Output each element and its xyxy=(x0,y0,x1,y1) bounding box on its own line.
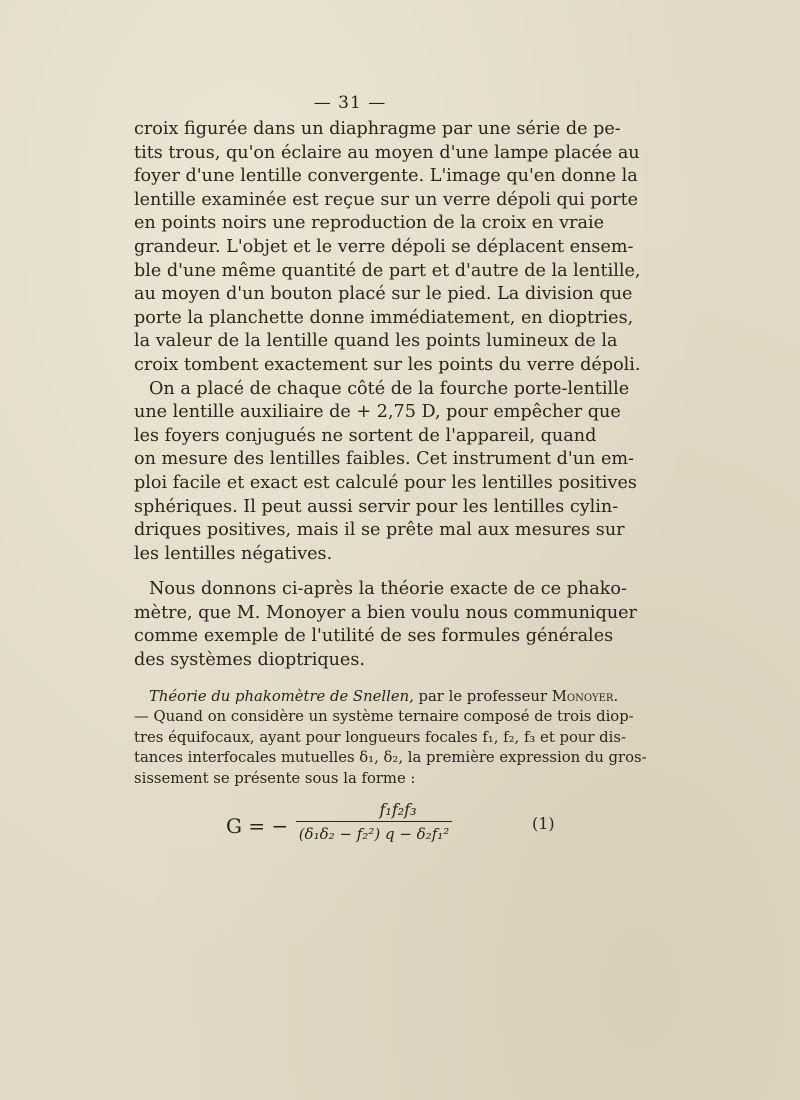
text-line: en points noirs une reproduction de la croix en vraie xyxy=(134,213,605,234)
text-line: On a placé de chaque côté de la fourche porte-lentille xyxy=(149,378,630,399)
text-line: lentille examinée est reçue sur un verre dépoli qui porte xyxy=(134,189,639,210)
text-line: au moyen d'un bouton placé sur le pied. La division que xyxy=(134,284,633,305)
text-line: tances interfocales mutuelles δ₁, δ₂, la première expression du gros- xyxy=(134,749,647,767)
text-line: des systèmes dioptriques. xyxy=(134,650,365,671)
theory-author: Monoyer. xyxy=(551,688,619,705)
equation-number: (1) xyxy=(532,814,555,833)
paragraph-gap xyxy=(134,566,582,578)
page-number: — 31 — xyxy=(313,93,387,113)
fraction-bar xyxy=(296,821,452,822)
text-line: driques positives, mais il se prête mal aux mesures sur xyxy=(134,520,625,541)
text-line: on mesure des lentilles faibles. Cet instrument d'un em- xyxy=(134,449,634,470)
text-line: croix tombent exactement sur les points du verre dépoli. xyxy=(134,354,641,375)
theory-heading-line xyxy=(134,687,619,707)
equation-denominator: (δ₁δ₂ − f₂²) q − δ₂f₁² xyxy=(298,825,450,843)
text-line: — Quand on considère un système ternaire composé de trois diop- xyxy=(134,708,634,726)
theory-section xyxy=(134,687,647,789)
text-line: Nous donnons ci-après la théorie exacte de ce phako- xyxy=(149,579,627,600)
text-line: croix figurée dans un diaphragme par une série de pe- xyxy=(134,119,621,139)
text-line: comme exemple de l'utilité de ses formules générales xyxy=(134,626,614,647)
equation-fraction xyxy=(296,800,452,844)
equation xyxy=(226,800,586,850)
text-line: ble d'une même quantité de part et d'autre de la lentille, xyxy=(134,260,641,281)
equation-lhs: G = − xyxy=(226,814,289,838)
text-line: foyer d'une lentille convergente. L'image qu'en donne la xyxy=(134,166,638,187)
text-line: sissement se présente sous la forme : xyxy=(134,769,416,787)
text-line: la valeur de la lentille quand les points lumineux de la xyxy=(134,331,618,352)
equation-numerator xyxy=(296,800,452,820)
equation-numerator-text: f₁f₂f₃ xyxy=(379,800,417,819)
paragraph-2 xyxy=(134,378,637,567)
text-line: grandeur. L'objet et le verre dépoli se déplacent ensem- xyxy=(134,236,634,257)
theory-title: Théorie du phakomètre de Snellen, xyxy=(149,688,414,705)
text-line: porte la planchette donne immédiatement, en dioptries, xyxy=(134,307,634,328)
text-line: ploi facile et exact est calculé pour les lentilles positives xyxy=(134,472,637,493)
text-line: les lentilles négatives. xyxy=(134,543,333,564)
text-line: une lentille auxiliaire de + 2,75 D, pour empêcher que xyxy=(134,402,621,423)
paragraph-1 xyxy=(134,118,641,378)
paragraph-3 xyxy=(134,578,637,672)
theory-byline: par le professeur xyxy=(413,688,552,705)
body-text xyxy=(134,118,641,673)
text-line: les foyers conjugués ne sortent de l'appareil, quand xyxy=(134,425,597,446)
text-line: tres équifocaux, ayant pour longueurs focales f₁, f₂, f₃ et pour dis- xyxy=(134,728,626,746)
text-line: tits trous, qu'on éclaire au moyen d'une lampe placée au xyxy=(134,142,640,163)
text-line: sphériques. Il peut aussi servir pour les lentilles cylin- xyxy=(134,496,619,517)
text-line: mètre, que M. Monoyer a bien voulu nous communiquer xyxy=(134,602,637,623)
